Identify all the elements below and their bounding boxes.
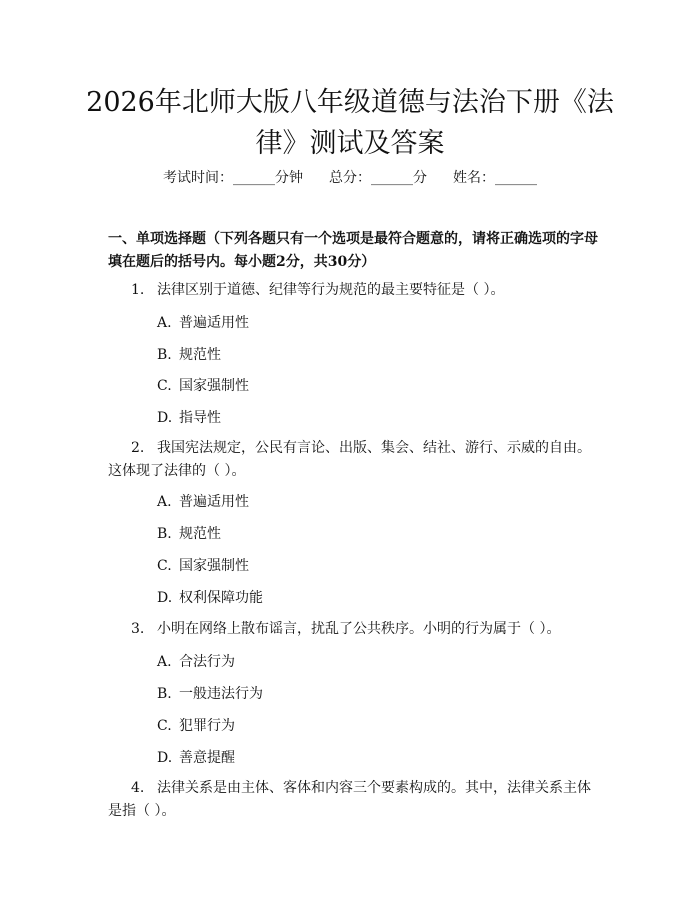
question-1 (108, 279, 598, 302)
option-3b: B. 一般违法行为 (157, 686, 263, 702)
option-1a: A. 普遍适用性 (157, 315, 249, 331)
question-4 (108, 777, 598, 823)
section-heading: 一、单项选择题（下列各题只有一个选项是最符合题意的，请将正确选项的字母填在题后的括号内。每小题2分，共30分） (108, 231, 598, 270)
option-3c: C. 犯罪行为 (157, 718, 235, 734)
option-2a: A. 普遍适用性 (157, 494, 249, 510)
question-text: 法律区别于道德、纪律等行为规范的最主要特征是（ ）。 (157, 282, 505, 298)
question-2 (108, 437, 598, 483)
exam-score: 总分：______分 (329, 170, 427, 186)
question-number: 3. (131, 621, 145, 637)
option-3a: A. 合法行为 (157, 654, 235, 670)
option-3d: D. 善意提醒 (157, 750, 235, 766)
question-text: 小明在网络上散布谣言，扰乱了公共秩序。小明的行为属于（ ）。 (157, 621, 561, 637)
option-1b: B. 规范性 (157, 347, 221, 363)
question-text: 我国宪法规定，公民有言论、出版、集会、结社、游行、示威的自由。这体现了法律的（ ）。 (108, 440, 591, 479)
option-2c: C. 国家强制性 (157, 558, 249, 574)
exam-name: 姓名：______ (453, 170, 537, 186)
question-number: 2. (131, 440, 145, 456)
question-number: 1. (131, 282, 145, 298)
question-3 (108, 618, 598, 641)
page-title: 2026年北师大版八年级道德与法治下册《法律》测试及答案 (86, 87, 614, 159)
question-number: 4. (131, 780, 145, 796)
question-text: 法律关系是由主体、客体和内容三个要素构成的。其中，法律关系主体是指（ ）。 (108, 780, 591, 819)
exam-time: 考试时间：______分钟 (163, 170, 303, 186)
option-1d: D. 指导性 (157, 410, 221, 426)
option-1c: C. 国家强制性 (157, 378, 249, 394)
exam-meta (0, 168, 700, 188)
option-2b: B. 规范性 (157, 526, 221, 542)
option-2d: D. 权利保障功能 (157, 590, 263, 606)
